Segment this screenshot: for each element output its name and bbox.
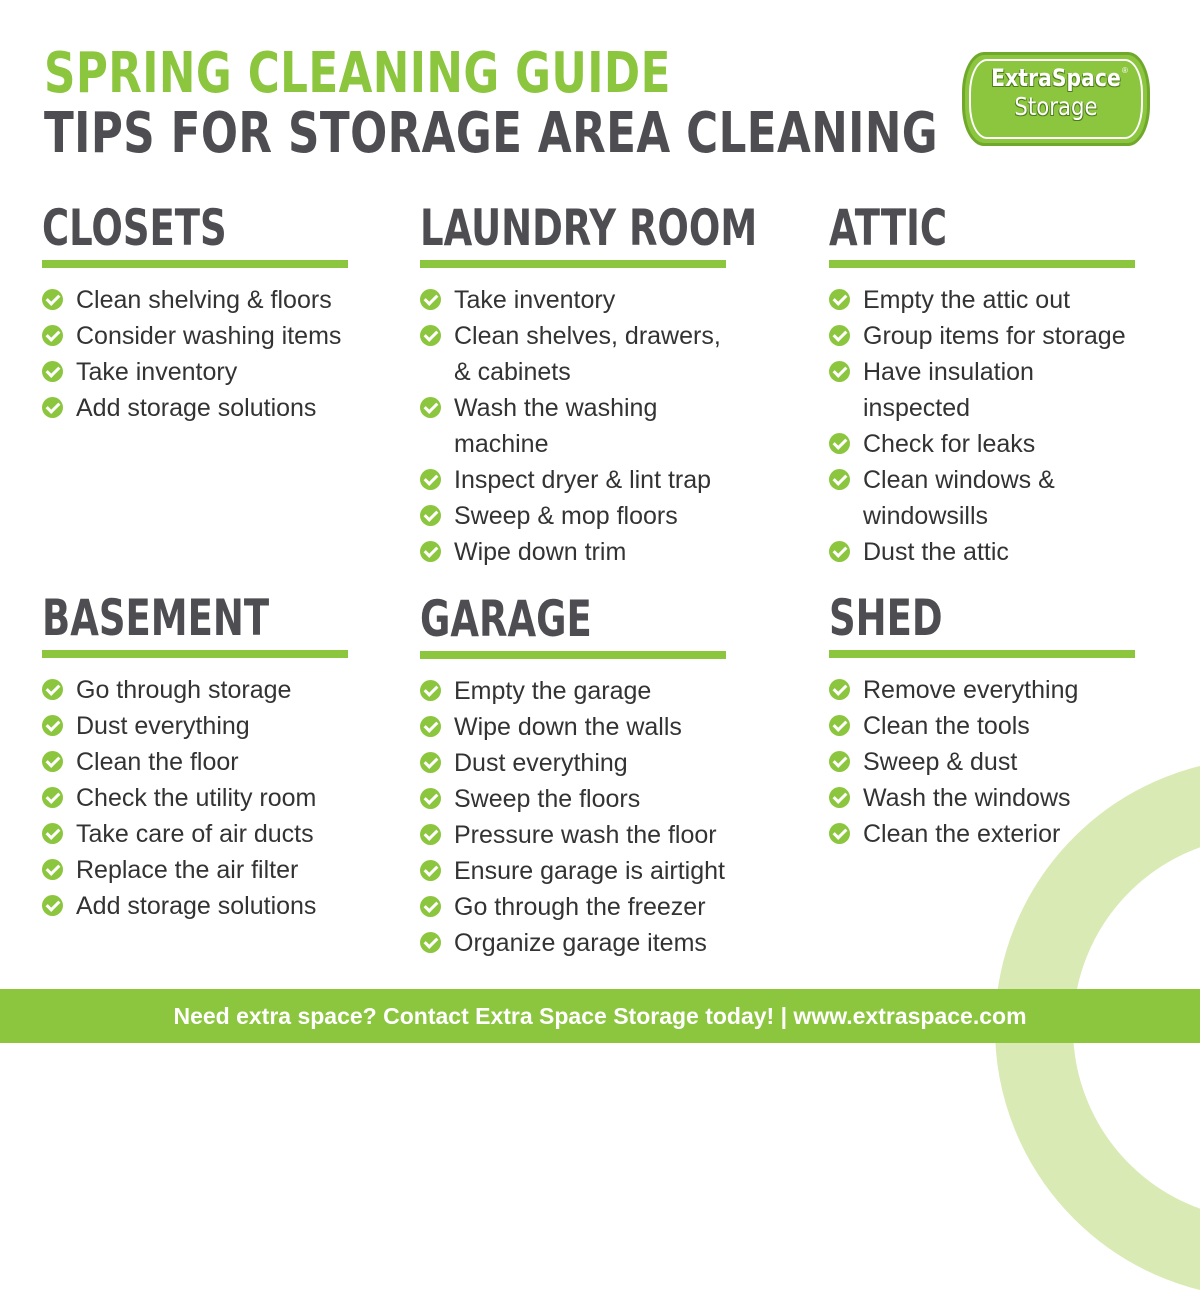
checklist-item-label: Wipe down trim [454, 538, 627, 566]
section-title: CLOSETS [42, 199, 227, 257]
check-circle-icon [42, 289, 63, 310]
checklist-item-label: Clean the tools [863, 712, 1030, 740]
check-circle-icon [420, 680, 441, 701]
check-circle-icon [829, 751, 850, 772]
checklist-item [42, 780, 348, 816]
checklist-item-label: Wash the windows [863, 784, 1071, 812]
checklist-item-label: Check for leaks [863, 430, 1036, 458]
checklist-item-label: Empty the attic out [863, 286, 1071, 314]
footer-text: Need extra space? Contact Extra Space Storage today! | www.extraspace.com [173, 1002, 1027, 1029]
section-divider [829, 260, 1135, 268]
section-closets [42, 200, 348, 426]
checklist-item [420, 282, 726, 318]
checklist-item-label: Sweep the floors [454, 785, 641, 813]
checklist-item-label: Dust everything [454, 749, 628, 777]
check-circle-icon [829, 541, 850, 562]
checklist-item-label: Ensure garage is airtight [454, 857, 725, 885]
checklist-item [420, 390, 726, 462]
section-divider [829, 650, 1135, 658]
checklist-item-label: Add storage solutions [76, 892, 317, 920]
checklist-item [420, 781, 726, 817]
check-circle-icon [420, 397, 441, 418]
checklist-item-label: Take inventory [76, 358, 238, 386]
check-circle-icon [42, 679, 63, 700]
checklist-item-label: Take inventory [454, 286, 616, 314]
section-divider [42, 650, 348, 658]
checklist-item [420, 889, 726, 925]
checklist-item-label: Go through storage [76, 676, 292, 704]
checklist-item-label: Inspect dryer & lint trap [454, 466, 712, 494]
checklist-item [829, 672, 1135, 708]
checklist-item [42, 852, 348, 888]
section-laundry-room [420, 199, 758, 570]
checklist-item-label: Clean shelving & floors [76, 286, 332, 314]
checklist-item-label: Dust everything [76, 712, 250, 740]
checklist-item-label: Add storage solutions [76, 394, 317, 422]
checklist-item [829, 780, 1135, 816]
checklist-item [829, 462, 1135, 534]
checklist-item [42, 888, 348, 924]
checklist-item [829, 534, 1135, 570]
check-circle-icon [42, 715, 63, 736]
checklist-item-label: Wash the washing machine [454, 394, 658, 458]
logo-text-storage: Storage [1014, 92, 1098, 121]
checklist-item [420, 745, 726, 781]
check-circle-icon [42, 361, 63, 382]
checklist-item-label: Pressure wash the floor [454, 821, 717, 849]
section-title: LAUNDRY ROOM [420, 199, 758, 257]
check-circle-icon [420, 469, 441, 490]
checklist-item [829, 744, 1135, 780]
check-circle-icon [420, 788, 441, 809]
check-circle-icon [829, 289, 850, 310]
checklist-item [420, 673, 726, 709]
check-circle-icon [420, 541, 441, 562]
checklist-item [42, 282, 348, 318]
checklist-item [42, 708, 348, 744]
checklist-item-label: Replace the air filter [76, 856, 299, 884]
check-circle-icon [42, 787, 63, 808]
checklist-item [829, 282, 1135, 318]
checklist-item [829, 426, 1135, 462]
check-circle-icon [42, 397, 63, 418]
check-circle-icon [42, 325, 63, 346]
checklist-item [420, 318, 726, 390]
checklist-item [42, 390, 348, 426]
checklist-item [829, 354, 1135, 426]
checklist-item-label: Go through the freezer [454, 893, 706, 921]
check-circle-icon [829, 787, 850, 808]
checklist [829, 672, 1135, 852]
check-circle-icon [829, 679, 850, 700]
check-circle-icon [420, 505, 441, 526]
check-circle-icon [42, 751, 63, 772]
checklist-item [42, 744, 348, 780]
check-circle-icon [42, 859, 63, 880]
check-circle-icon [420, 824, 441, 845]
checklist-item-label: Have insulation inspected [863, 358, 1034, 422]
section-title: GARAGE [420, 590, 592, 648]
check-circle-icon [42, 895, 63, 916]
checklist-item-label: Sweep & mop floors [454, 502, 678, 530]
check-circle-icon [420, 932, 441, 953]
checklist [420, 282, 726, 570]
checklist-item [42, 354, 348, 390]
check-circle-icon [829, 433, 850, 454]
page-title: SPRING CLEANING GUIDE [44, 41, 671, 106]
section-shed [829, 590, 1135, 852]
checklist-item [420, 462, 726, 498]
checklist-item [420, 498, 726, 534]
checklist-item-label: Clean the exterior [863, 820, 1061, 848]
section-garage [420, 591, 726, 961]
section-title: SHED [829, 589, 943, 647]
checklist-item [420, 925, 726, 961]
checklist-item-label: Dust the attic [863, 538, 1009, 566]
page-subtitle: TIPS FOR STORAGE AREA CLEANING [44, 101, 939, 166]
checklist-item-label: Sweep & dust [863, 748, 1018, 776]
checklist [42, 672, 348, 924]
checklist-item [420, 817, 726, 853]
checklist-item-label: Check the utility room [76, 784, 317, 812]
checklist-item [829, 708, 1135, 744]
check-circle-icon [420, 896, 441, 917]
checklist-item-label: Empty the garage [454, 677, 652, 705]
checklist [829, 282, 1135, 570]
check-circle-icon [420, 289, 441, 310]
checklist-item [42, 318, 348, 354]
checklist-item-label: Clean shelves, drawers, & cabinets [454, 322, 721, 386]
section-divider [420, 651, 726, 659]
check-circle-icon [829, 715, 850, 736]
checklist-item [42, 672, 348, 708]
check-circle-icon [829, 361, 850, 382]
checklist-item [420, 709, 726, 745]
checklist-item-label: Consider washing items [76, 322, 342, 350]
checklist-item [829, 318, 1135, 354]
section-title: ATTIC [829, 199, 948, 257]
section-title: BASEMENT [42, 589, 270, 647]
check-circle-icon [420, 752, 441, 773]
checklist-item-label: Group items for storage [863, 322, 1126, 350]
section-basement [42, 590, 348, 924]
checklist-item [42, 816, 348, 852]
check-circle-icon [829, 823, 850, 844]
check-circle-icon [829, 469, 850, 490]
checklist-item-label: Organize garage items [454, 929, 707, 957]
checklist-item-label: Clean windows & windowsills [863, 466, 1055, 530]
checklist-item [420, 534, 726, 570]
logo-registered-mark: ® [1122, 66, 1128, 75]
check-circle-icon [42, 823, 63, 844]
checklist-item-label: Wipe down the walls [454, 713, 682, 741]
checklist-item-label: Clean the floor [76, 748, 239, 776]
section-attic [829, 200, 1135, 570]
checklist [42, 282, 348, 426]
logo-text-extraspace: ExtraSpace [991, 64, 1121, 92]
checklist-item-label: Remove everything [863, 676, 1079, 704]
check-circle-icon [420, 716, 441, 737]
checklist-item [420, 853, 726, 889]
section-divider [42, 260, 348, 268]
checklist-item-label: Take care of air ducts [76, 820, 314, 848]
footer-banner [0, 989, 1200, 1043]
extra-space-storage-logo [962, 52, 1150, 146]
section-divider [420, 260, 726, 268]
check-circle-icon [420, 325, 441, 346]
check-circle-icon [420, 860, 441, 881]
checklist [420, 673, 726, 961]
check-circle-icon [829, 325, 850, 346]
checklist-item [829, 816, 1135, 852]
